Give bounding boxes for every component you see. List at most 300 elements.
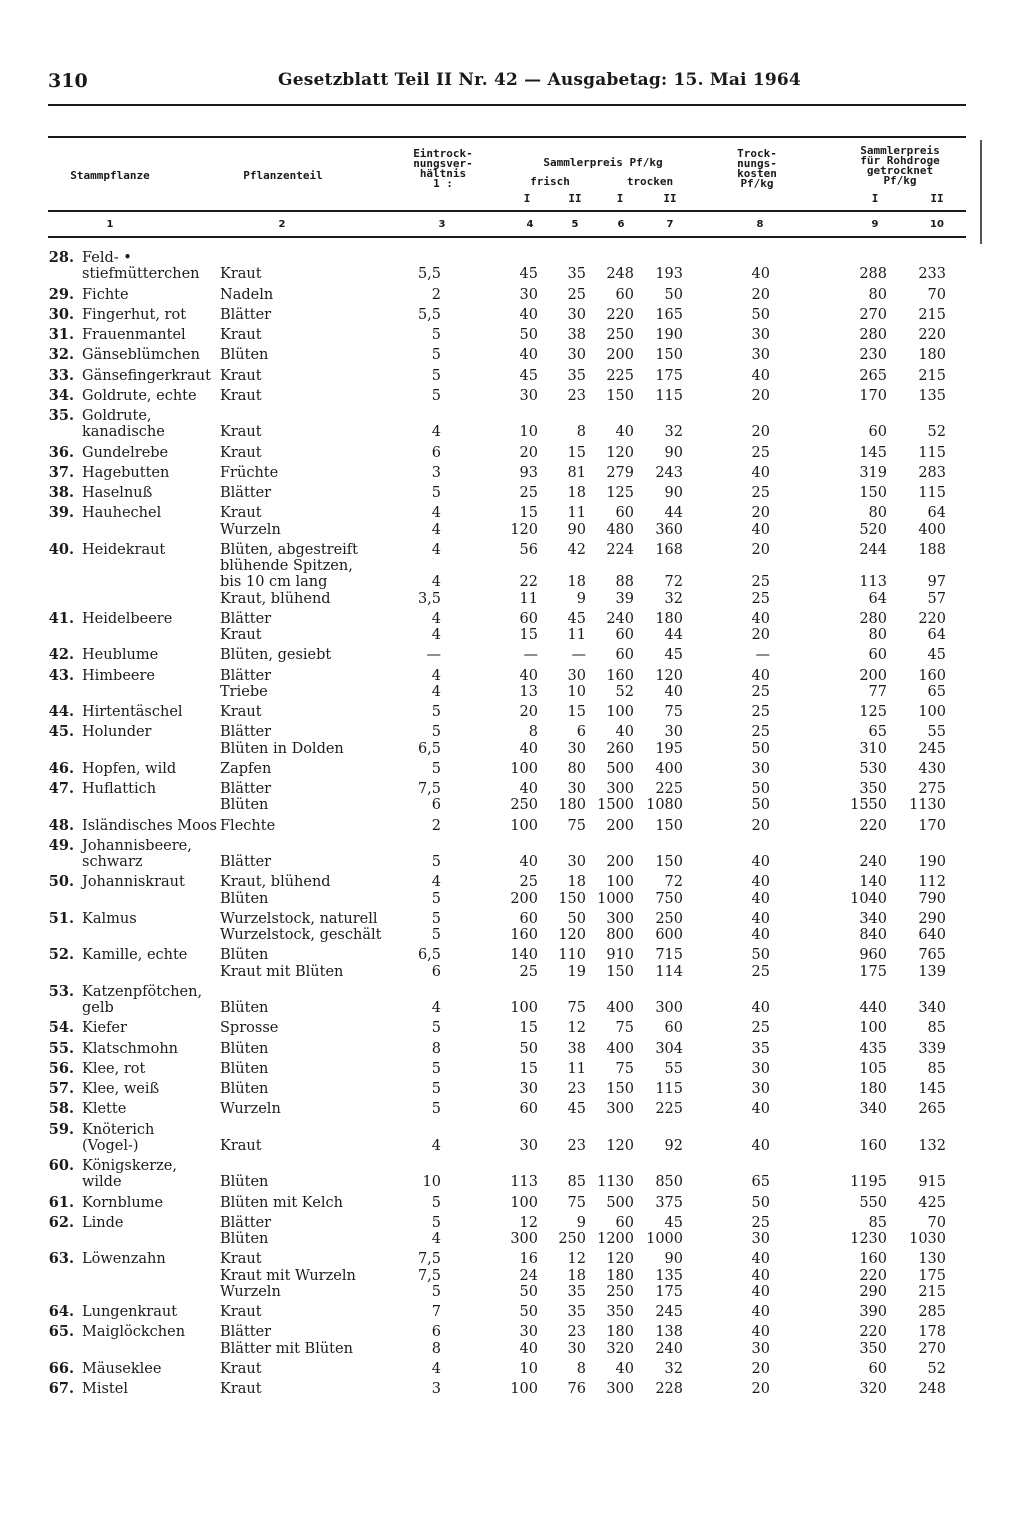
- value-ratio: 4: [431, 574, 441, 591]
- value-trocken-i: 224: [606, 541, 634, 558]
- value-rohdroge-ii: 52: [927, 424, 946, 441]
- value-frisch-ii: 45: [567, 1101, 586, 1118]
- value-rohdroge-ii: 112: [918, 874, 946, 891]
- value-frisch-ii: 15: [567, 444, 586, 461]
- value-trocken-i: 240: [606, 610, 634, 627]
- plant-name: Kornblume: [82, 1194, 164, 1211]
- value-ratio: 3: [431, 464, 441, 481]
- plant-name: Klatschmohn: [82, 1040, 178, 1057]
- value-rohdroge-i: 170: [859, 387, 887, 404]
- plant-name: Mistel: [82, 1381, 128, 1397]
- value-rohdroge-ii: 85: [927, 1020, 946, 1037]
- value-rohdroge-ii: 139: [918, 963, 946, 980]
- value-trocken-i: 60: [615, 1214, 634, 1231]
- value-trocken-i: 400: [606, 1040, 634, 1057]
- value-trocken-ii: 50: [664, 286, 683, 303]
- value-trocken-ii: 175: [655, 1283, 683, 1300]
- value-ratio: 4: [431, 627, 441, 643]
- value-rohdroge-ii: 275: [918, 781, 946, 797]
- plant-part: Kraut, blühend: [220, 590, 331, 607]
- value-trocken-i: 180: [606, 1267, 634, 1284]
- value-frisch-i: 45: [519, 266, 538, 283]
- value-trocknungskosten: 20: [751, 1381, 770, 1397]
- value-trocken-i: 500: [606, 1194, 634, 1211]
- value-rohdroge-ii: 70: [927, 286, 946, 303]
- value-ratio: 5: [431, 387, 441, 404]
- value-frisch-i: 25: [519, 963, 538, 980]
- value-frisch-i: 40: [519, 667, 538, 684]
- value-frisch-ii: 18: [567, 574, 586, 591]
- value-frisch-i: 300: [510, 1231, 538, 1247]
- value-frisch-i: 200: [510, 890, 538, 907]
- value-rohdroge-ii: 64: [927, 505, 946, 522]
- value-frisch-ii: 38: [567, 327, 586, 343]
- value-trocknungskosten: 25: [751, 704, 770, 720]
- value-frisch-i: 16: [519, 1251, 538, 1268]
- row-number: 65.: [48, 1323, 74, 1341]
- value-frisch-ii: 8: [576, 424, 586, 441]
- value-trocken-i: 60: [615, 505, 634, 522]
- value-trocknungskosten: 50: [751, 947, 770, 964]
- value-rohdroge-i: 160: [859, 1137, 887, 1154]
- value-trocknungskosten: 40: [751, 927, 770, 943]
- row-number: 63.: [48, 1250, 74, 1268]
- value-rohdroge-i: 60: [868, 1360, 887, 1377]
- value-rohdroge-ii: 160: [918, 667, 946, 684]
- value-ratio: 7,5: [417, 781, 441, 797]
- value-trocknungskosten: 25: [751, 444, 770, 461]
- value-trocken-ii: 72: [664, 574, 683, 591]
- value-frisch-i: 40: [519, 781, 538, 797]
- value-rohdroge-ii: 1030: [909, 1231, 946, 1247]
- value-trocken-i: 220: [606, 306, 634, 323]
- value-frisch-ii: 11: [567, 1060, 586, 1077]
- value-ratio: —: [426, 647, 441, 664]
- value-frisch-i: 160: [510, 927, 538, 943]
- value-rohdroge-i: 550: [859, 1194, 887, 1211]
- value-rohdroge-i: 60: [868, 647, 887, 664]
- value-rohdroge-ii: 170: [918, 817, 946, 834]
- value-ratio: 5: [431, 347, 441, 364]
- plant-name: Fingerhut, rot: [82, 306, 187, 323]
- plant-part: Blüten: [220, 890, 269, 907]
- value-trocken-i: 200: [606, 854, 634, 870]
- plant-part: Blüten mit Kelch: [220, 1194, 343, 1211]
- value-rohdroge-i: 105: [859, 1060, 887, 1077]
- value-rohdroge-ii: 400: [918, 521, 946, 538]
- plant-name: Klee, weiß: [82, 1081, 160, 1097]
- value-trocknungskosten: 40: [751, 1304, 770, 1320]
- plant-name: Haselnuß: [82, 485, 153, 501]
- value-frisch-ii: 12: [567, 1020, 586, 1037]
- value-trocknungskosten: 25: [751, 724, 770, 741]
- value-trocknungskosten: 25: [751, 1020, 770, 1037]
- value-trocken-i: 279: [606, 464, 634, 481]
- value-frisch-i: 11: [519, 590, 538, 607]
- value-trocknungskosten: 40: [751, 874, 770, 891]
- value-rohdroge-i: 220: [859, 817, 887, 834]
- row-number: 40.: [48, 540, 74, 558]
- row-number: 44.: [48, 703, 74, 720]
- plant-part: Blüten: [220, 797, 269, 814]
- value-trocknungskosten: 40: [751, 464, 770, 481]
- value-trocken-i: 480: [606, 521, 634, 538]
- value-frisch-ii: 75: [567, 1000, 586, 1016]
- row-number: 31.: [48, 326, 74, 343]
- value-ratio: 5: [431, 704, 441, 720]
- value-trocknungskosten: 30: [751, 327, 770, 343]
- plant-name: Mäuseklee: [82, 1360, 162, 1377]
- value-ratio: 10: [422, 1174, 441, 1191]
- plant-name: Goldrute,: [82, 408, 152, 424]
- value-rohdroge-ii: 290: [918, 910, 946, 927]
- value-rohdroge-ii: 188: [918, 541, 946, 558]
- value-rohdroge-i: 80: [868, 286, 887, 303]
- header-rohdroge: Sammlerpreis für Rohdroge getrocknet Pf/kg: [860, 144, 940, 187]
- value-trocknungskosten: 40: [751, 1283, 770, 1300]
- value-trocknungskosten: 25: [751, 574, 770, 591]
- plant-part: Kraut: [220, 1360, 262, 1377]
- plant-part: Wurzelstock, naturell: [220, 910, 378, 927]
- row-number: 47.: [48, 780, 74, 797]
- row-number: 28.: [48, 249, 74, 266]
- row-number: 67.: [48, 1380, 74, 1397]
- value-ratio: 8: [431, 1040, 441, 1057]
- value-frisch-i: 50: [519, 1283, 538, 1300]
- plant-name: Gänseblümchen: [82, 347, 200, 364]
- value-trocken-i: 40: [615, 1360, 634, 1377]
- value-frisch-ii: 30: [567, 347, 586, 364]
- value-frisch-ii: 75: [567, 1194, 586, 1211]
- plant-part: Kraut mit Wurzeln: [220, 1267, 356, 1284]
- value-frisch-i: 100: [510, 1381, 538, 1397]
- value-trocken-ii: 180: [655, 610, 683, 627]
- header-pflanzenteil: Pflanzenteil: [243, 169, 323, 182]
- value-trocken-i: 120: [606, 1137, 634, 1154]
- value-rohdroge-i: 100: [859, 1020, 887, 1037]
- value-frisch-i: 100: [510, 760, 538, 777]
- plant-name: Heidelbeere: [82, 610, 173, 627]
- value-trocknungskosten: 50: [751, 1194, 770, 1211]
- value-frisch-ii: 15: [567, 704, 586, 720]
- value-ratio: 5: [431, 327, 441, 343]
- value-trocken-i: 40: [615, 424, 634, 441]
- plant-part: Blüten: [220, 1000, 269, 1016]
- value-frisch-ii: 25: [567, 286, 586, 303]
- value-trocken-i: 350: [606, 1304, 634, 1320]
- value-frisch-i: 30: [519, 1137, 538, 1154]
- plant-part: Wurzeln: [220, 1283, 281, 1300]
- value-trocken-i: 100: [606, 874, 634, 891]
- plant-name: Katzenpfötchen,: [82, 983, 203, 1000]
- plant-part: Blüten, gesiebt: [220, 647, 332, 664]
- plant-name: Heublume: [82, 647, 159, 664]
- value-trocknungskosten: 20: [751, 505, 770, 522]
- value-frisch-ii: 18: [567, 874, 586, 891]
- value-ratio: 4: [431, 1000, 441, 1016]
- value-ratio: 6,5: [417, 740, 441, 757]
- value-rohdroge-ii: 245: [918, 740, 946, 757]
- value-trocken-i: 1000: [597, 890, 634, 907]
- plant-part: Triebe: [220, 683, 268, 700]
- value-rohdroge-ii: 340: [918, 1000, 946, 1016]
- value-rohdroge-i: 320: [859, 1381, 887, 1397]
- value-frisch-i: 120: [510, 521, 538, 538]
- value-trocken-ii: 750: [655, 890, 683, 907]
- value-rohdroge-ii: 285: [918, 1304, 946, 1320]
- plant-name: Löwenzahn: [82, 1251, 166, 1268]
- value-frisch-i: 25: [519, 874, 538, 891]
- value-rohdroge-i: 350: [859, 781, 887, 797]
- value-ratio: 5: [431, 854, 441, 870]
- value-rohdroge-i: 80: [868, 505, 887, 522]
- value-rohdroge-i: 265: [859, 367, 887, 384]
- row-number: 32.: [48, 346, 74, 364]
- value-frisch-i: 25: [519, 485, 538, 501]
- value-ratio: 4: [431, 1231, 441, 1247]
- value-frisch-i: 30: [519, 387, 538, 404]
- value-trocken-i: 125: [606, 485, 634, 501]
- value-trocken-i: 75: [615, 1060, 634, 1077]
- value-ratio: 5: [431, 1101, 441, 1118]
- value-ratio: 4: [431, 541, 441, 558]
- plant-name: stiefmütterchen: [82, 266, 200, 283]
- value-rohdroge-ii: 790: [918, 890, 946, 907]
- plant-name: Himbeere: [82, 667, 155, 684]
- plant-part: Blüten: [220, 1174, 269, 1191]
- plant-part: Blüten: [220, 1060, 269, 1077]
- value-rohdroge-i: 125: [859, 704, 887, 720]
- value-frisch-i: 56: [519, 541, 538, 558]
- value-rohdroge-ii: 215: [918, 306, 946, 323]
- value-trocken-i: 1130: [597, 1174, 634, 1191]
- column-number: 7: [666, 219, 674, 230]
- value-rohdroge-ii: 100: [918, 704, 946, 720]
- value-trocken-ii: 600: [655, 927, 683, 943]
- value-rohdroge-ii: 65: [927, 683, 946, 700]
- plant-part: Blüten in Dolden: [220, 740, 344, 757]
- value-trocken-ii: 150: [655, 347, 683, 364]
- value-trocknungskosten: 30: [751, 1231, 770, 1247]
- plant-part: Blüten: [220, 1081, 269, 1097]
- value-rohdroge-ii: 640: [918, 927, 946, 943]
- value-rohdroge-ii: 115: [918, 444, 946, 461]
- value-frisch-ii: 30: [567, 306, 586, 323]
- plant-name: Hauhechel: [82, 505, 162, 522]
- plant-part: Wurzelstock, geschält: [220, 927, 382, 943]
- value-frisch-ii: 90: [567, 521, 586, 538]
- value-trocken-ii: 90: [664, 444, 683, 461]
- value-trocken-i: 88: [615, 574, 634, 591]
- value-frisch-i: 30: [519, 1324, 538, 1341]
- value-trocknungskosten: —: [755, 647, 770, 664]
- value-trocknungskosten: 40: [751, 1324, 770, 1341]
- value-ratio: 5: [431, 1214, 441, 1231]
- value-trocken-ii: 138: [655, 1324, 683, 1341]
- value-frisch-i: 100: [510, 1194, 538, 1211]
- value-trocken-i: 250: [606, 327, 634, 343]
- value-ratio: 6: [431, 1324, 441, 1341]
- value-rohdroge-ii: 248: [918, 1381, 946, 1397]
- plant-part: Zapfen: [220, 760, 272, 777]
- value-rohdroge-ii: 215: [918, 1283, 946, 1300]
- value-frisch-ii: 12: [567, 1251, 586, 1268]
- row-number: 59.: [48, 1120, 74, 1138]
- value-frisch-ii: 23: [567, 1137, 586, 1154]
- plant-name: wilde: [82, 1174, 122, 1191]
- value-trocknungskosten: 25: [751, 590, 770, 607]
- value-ratio: 2: [431, 286, 441, 303]
- value-frisch-i: 50: [519, 327, 538, 343]
- value-trocknungskosten: 40: [751, 1251, 770, 1268]
- value-trocken-i: 200: [606, 817, 634, 834]
- value-trocken-i: 400: [606, 1000, 634, 1016]
- value-ratio: 6: [431, 963, 441, 980]
- value-frisch-i: 15: [519, 627, 538, 643]
- value-trocken-ii: 360: [655, 521, 683, 538]
- value-trocknungskosten: 50: [751, 797, 770, 814]
- value-trocken-ii: 60: [664, 1020, 683, 1037]
- value-ratio: 7,5: [417, 1251, 441, 1268]
- value-frisch-i: 12: [519, 1214, 538, 1231]
- value-rohdroge-ii: 430: [918, 760, 946, 777]
- value-ratio: 4: [431, 1360, 441, 1377]
- value-frisch-i: 40: [519, 347, 538, 364]
- header-rohdroge-i: I: [871, 192, 879, 205]
- value-rohdroge-ii: 130: [918, 1251, 946, 1268]
- row-number: 33.: [48, 366, 74, 384]
- value-rohdroge-i: 220: [859, 1267, 887, 1284]
- value-trocken-ii: 195: [655, 740, 683, 757]
- value-trocknungskosten: 40: [751, 1267, 770, 1284]
- value-trocken-i: 60: [615, 647, 634, 664]
- plant-name: Feld- •: [82, 250, 132, 266]
- header-trocknungskosten: Trock- nungs- kosten Pf/kg: [737, 147, 777, 190]
- value-frisch-i: 8: [528, 724, 538, 741]
- value-frisch-i: 15: [519, 505, 538, 522]
- value-trocknungskosten: 25: [751, 963, 770, 980]
- header-frisch: frisch: [530, 175, 570, 188]
- value-trocknungskosten: 65: [751, 1174, 770, 1191]
- value-rohdroge-ii: 115: [918, 485, 946, 501]
- plant-name: Huflattich: [82, 781, 157, 797]
- value-ratio: 4: [431, 521, 441, 538]
- value-rohdroge-i: 288: [859, 266, 887, 283]
- value-frisch-i: 10: [519, 424, 538, 441]
- value-frisch-i: 13: [519, 683, 538, 700]
- plant-name: Gänsefingerkraut: [82, 367, 211, 384]
- value-frisch-i: —: [523, 647, 538, 664]
- value-frisch-i: 60: [519, 910, 538, 927]
- value-trocken-ii: 150: [655, 854, 683, 870]
- value-frisch-ii: 9: [576, 590, 586, 607]
- plant-part: Blätter: [220, 781, 272, 797]
- header-sammlerpreis: Sammlerpreis Pf/kg: [543, 156, 663, 169]
- value-frisch-ii: 8: [576, 1360, 586, 1377]
- plant-part: Kraut: [220, 266, 262, 283]
- value-trocken-i: 1500: [597, 797, 634, 814]
- value-rohdroge-ii: 190: [918, 854, 946, 870]
- value-trocken-ii: 240: [655, 1340, 683, 1357]
- row-number: 48.: [48, 816, 74, 834]
- row-number: 38.: [48, 484, 74, 501]
- value-frisch-i: 60: [519, 610, 538, 627]
- column-number: 2: [278, 219, 286, 230]
- value-trocknungskosten: 20: [751, 1360, 770, 1377]
- value-rohdroge-i: 440: [859, 1000, 887, 1016]
- value-ratio: 4: [431, 505, 441, 522]
- value-rohdroge-i: 150: [859, 485, 887, 501]
- row-number: 46.: [48, 759, 74, 777]
- value-ratio: 5: [431, 760, 441, 777]
- value-rohdroge-i: 520: [859, 521, 887, 538]
- header-frisch-i: I: [523, 192, 531, 205]
- row-number: 49.: [48, 836, 74, 854]
- value-trocken-ii: 114: [655, 963, 683, 980]
- value-rohdroge-ii: 70: [927, 1214, 946, 1231]
- value-rohdroge-i: 1230: [850, 1231, 887, 1247]
- page-number: 310: [48, 70, 88, 92]
- value-ratio: 2: [431, 817, 441, 834]
- plant-name: Lungenkraut: [82, 1304, 178, 1320]
- value-ratio: 5,5: [417, 266, 441, 283]
- value-rohdroge-ii: 52: [927, 1360, 946, 1377]
- value-frisch-ii: 23: [567, 1081, 586, 1097]
- header-trocken-ii: II: [663, 192, 677, 205]
- value-frisch-ii: 30: [567, 781, 586, 797]
- value-trocken-ii: 115: [655, 387, 683, 404]
- value-trocken-ii: 90: [664, 485, 683, 501]
- value-trocknungskosten: 40: [751, 854, 770, 870]
- value-rohdroge-i: 280: [859, 327, 887, 343]
- row-number: 37.: [48, 463, 74, 481]
- value-frisch-ii: 85: [567, 1174, 586, 1191]
- value-trocken-ii: 32: [664, 1360, 683, 1377]
- plant-name: Frauenmantel: [82, 327, 186, 343]
- value-rohdroge-i: 180: [859, 1081, 887, 1097]
- value-trocken-ii: 850: [655, 1174, 683, 1191]
- value-trocken-ii: 30: [664, 724, 683, 741]
- value-trocken-ii: 150: [655, 817, 683, 834]
- value-trocken-i: 160: [606, 667, 634, 684]
- value-frisch-i: 60: [519, 1101, 538, 1118]
- plant-part: Blätter: [220, 1324, 272, 1341]
- value-trocknungskosten: 25: [751, 683, 770, 700]
- plant-name: Kiefer: [82, 1020, 127, 1037]
- value-trocknungskosten: 30: [751, 347, 770, 364]
- value-frisch-i: 22: [519, 574, 538, 591]
- value-frisch-i: 250: [510, 797, 538, 814]
- value-trocken-i: 60: [615, 286, 634, 303]
- plant-part: Blätter: [220, 724, 272, 741]
- value-rohdroge-i: 60: [868, 424, 887, 441]
- value-ratio: 7,5: [417, 1267, 441, 1284]
- plant-part: Blätter: [220, 485, 272, 501]
- column-number: 1: [106, 219, 114, 230]
- value-frisch-ii: 9: [576, 1214, 586, 1231]
- plant-part: Blüten: [220, 347, 269, 364]
- plant-name: Kamille, echte: [82, 947, 188, 964]
- value-ratio: 7: [431, 1304, 441, 1320]
- value-trocken-ii: 115: [655, 1081, 683, 1097]
- row-number: 35.: [48, 407, 74, 424]
- value-trocknungskosten: 40: [751, 1101, 770, 1118]
- header-trocken: trocken: [626, 175, 674, 188]
- value-frisch-i: 15: [519, 1020, 538, 1037]
- value-ratio: 4: [431, 874, 441, 891]
- value-trocknungskosten: 40: [751, 610, 770, 627]
- value-trocken-ii: 193: [655, 266, 683, 283]
